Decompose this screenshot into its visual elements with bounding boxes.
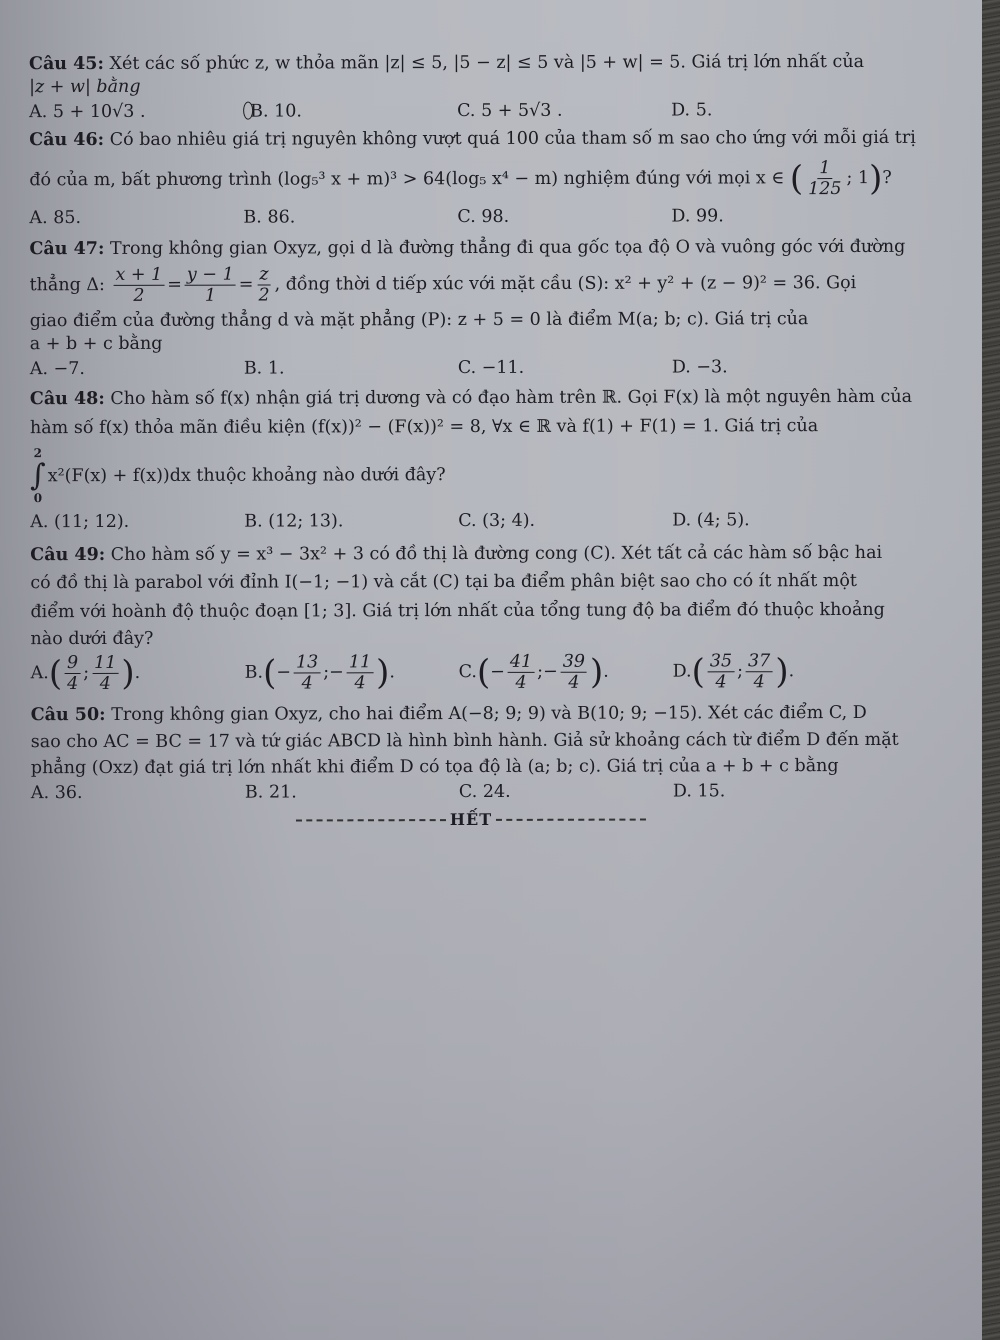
question-text: |z + w| bằng [29, 76, 141, 97]
choice-a[interactable]: A. −7. [29, 358, 85, 379]
choice-a[interactable]: A. 5 + 10√3 . [29, 101, 146, 122]
question-text: Trong không gian Oxyz, gọi d là đường thẳng đi qua gốc tọa độ O và vuông góc với đường [109, 236, 906, 259]
answer-choices [30, 509, 910, 534]
fraction: $\frac{11}{4}$ [92, 653, 118, 694]
fraction: $\frac{x + 1}{2}$ [113, 265, 164, 306]
answer-choices [31, 651, 911, 695]
question-text: Xét các số phức z, w thỏa mãn |z| ≤ 5, |5 − z| ≤ 5 và |5 + w| = 5. Giá trị lớn nhất của [109, 51, 865, 74]
choice-a[interactable]: A. 36. [30, 783, 83, 804]
question-47: Câu 47: Trong không gian Oxyz, gọi d là đường thẳng đi qua gốc tọa độ O và vuông góc với đường thẳng Δ: $\frac{x + 1}{2}$ = $\frac{y - 1}{1}$ = $\frac{z}{2}$ , đồng thời d tiếp xúc với mặt cầu (S): x² + y² + (z − 9)² = 36. Gọi giao điểm của đường thẳng d và mặt phẳng (P): z + 5 = 0 là điểm M(a; b; c). Giá trị của a + b + c bằng A. −7. B. 1. C. −11. D. −3. [29, 236, 909, 381]
choice-b[interactable]: B. 1. [243, 357, 285, 379]
question-text: Trong không gian Oxyz, cho hai điểm A(−8; 9; 9) và B(10; 9; −15). Xét các điểm C, D [111, 702, 867, 725]
choice-b[interactable]: B. 10. [243, 100, 457, 123]
fraction: $\frac{39}{4}$ [561, 651, 587, 692]
question-text: Cho hàm số y = x³ − 3x² + 3 có đồ thị là đường cong (C). Xét tất cả các hàm số bậc hai [110, 542, 883, 565]
question-text: Cho hàm số f(x) nhận giá trị dương và có đạo hàm trên ℝ. Gọi F(x) là một nguyên hàm của [110, 387, 913, 410]
fraction: $\frac{13}{4}$ [294, 652, 320, 693]
question-46: Câu 46: Có bao nhiêu giá trị nguyên không vượt quá 100 của tham số m sao cho ứng với mỗi giá trị đó của m, bất phương trình (log₅³ x + m)³ > 64(log₅ x⁴ − m) nghiệm đúng với mọi x ∈ ( $\frac{1}{125}$ ; 1)? A. 85. B. 86. C. 98. D. 99. [29, 128, 916, 229]
fraction: $\frac{1}{125}$ [808, 158, 842, 200]
question-text: x²(F(x) + f(x))dx thuộc khoảng nào dưới đây? [47, 464, 446, 486]
question-label: Câu 45: [28, 53, 104, 75]
question-label: Câu 48: [29, 389, 105, 410]
integral-sign-icon: 2 ∫ 0 [30, 445, 46, 506]
fraction: $\frac{z}{2}$ [258, 264, 270, 306]
choice-b[interactable]: B.(− $\frac{13}{4}$ ;− $\frac{11}{4}$ ). [244, 651, 395, 694]
fraction: $\frac{41}{4}$ [508, 652, 534, 693]
question-label: Câu 50: [30, 704, 106, 726]
question-45 [29, 51, 909, 124]
choice-d[interactable]: D. 15. [672, 781, 726, 802]
choice-c[interactable]: C. (3; 4). [458, 510, 536, 531]
choice-d[interactable]: D.( $\frac{35}{4}$ ; $\frac{37}{4}$ ). [672, 650, 795, 693]
choice-c[interactable]: C.(− $\frac{41}{4}$ ;− $\frac{39}{4}$ ). [458, 651, 609, 693]
end-of-exam-marker: HẾT [31, 809, 911, 832]
question-label: Câu 46: [29, 130, 105, 151]
question-text: giao điểm của đường thẳng d và mặt phẳng (P): z + 5 = 0 là điểm M(a; b; c). Giá trị của [29, 309, 809, 332]
question-text: Có bao nhiêu giá trị nguyên không vượt quá 100 của tham số m sao cho ứng với mỗi giá trị [109, 128, 916, 151]
choice-a[interactable]: A.( $\frac{9}{4}$ ; $\frac{11}{4}$ ). [30, 652, 141, 694]
table-surface-edge [982, 0, 1000, 1340]
choice-d[interactable]: D. (4; 5). [672, 510, 750, 531]
fraction: $\frac{9}{4}$ [67, 652, 79, 694]
answer-choices [31, 780, 911, 805]
divider [296, 820, 446, 822]
fraction: $\frac{11}{4}$ [347, 652, 373, 693]
question-text: đó của m, bất phương trình (log₅³ x + m)³ > 64(log₅ x⁴ − m) nghiệm đúng với mọi x ∈ [29, 168, 785, 191]
divider [496, 819, 646, 821]
answer-choices [30, 355, 910, 380]
question-label: Câu 47: [29, 238, 105, 260]
choice-b[interactable]: B. 86. [243, 207, 296, 228]
choice-b[interactable]: B. (12; 13). [244, 511, 344, 532]
question-text: phẳng (Oxz) đạt giá trị lớn nhất khi điểm D có tọa độ là (a; b; c). Giá trị của a + b + c bằng [30, 756, 839, 779]
exam-content [28, 51, 916, 832]
answer-choices [29, 205, 909, 230]
choice-d[interactable]: D. −3. [671, 356, 728, 377]
choice-c[interactable]: C. 5 + 5√3 . [457, 100, 563, 121]
question-48 [29, 386, 913, 534]
choice-a[interactable]: A. (11; 12). [30, 511, 130, 533]
question-50 [31, 702, 911, 805]
choice-a[interactable]: A. 85. [29, 208, 82, 229]
question-text: có đồ thị là parabol với đỉnh I(−1; −1) và cắt (C) tại ba điểm phân biệt sao cho có ít nhất một [30, 571, 857, 594]
question-label: Câu 49: [30, 544, 106, 565]
choice-c[interactable]: C. 98. [457, 207, 510, 228]
question-text: nào dưới đây? [30, 628, 154, 650]
fraction: $\frac{y - 1}{1}$ [185, 264, 236, 305]
answer-choices [29, 98, 909, 123]
choice-d[interactable]: D. 99. [671, 206, 724, 227]
question-49 [30, 542, 910, 695]
choice-c[interactable]: C. −11. [457, 357, 525, 378]
choice-d[interactable]: D. 5. [671, 99, 713, 120]
choice-b[interactable]: B. 21. [244, 782, 297, 803]
question-text: hàm số f(x) thỏa mãn điều kiện (f(x))² − (F(x))² = 8, ∀x ∈ ℝ và f(1) + F(1) = 1. Giá trị của [29, 416, 819, 439]
question-text: điểm với hoành độ thuộc đoạn [1; 3]. Giá trị lớn nhất của tổng tung độ ba điểm đó thuộc khoảng [30, 600, 885, 623]
fraction: $\frac{37}{4}$ [746, 651, 772, 692]
question-text: sao cho AC = BC = 17 và tứ giác ABCD là hình bình hành. Giả sử khoảng cách từ điểm D đến mặt [30, 729, 899, 752]
choice-c[interactable]: C. 24. [458, 782, 511, 803]
question-text: a + b + c bằng [29, 333, 163, 354]
fraction: $\frac{35}{4}$ [708, 651, 734, 692]
